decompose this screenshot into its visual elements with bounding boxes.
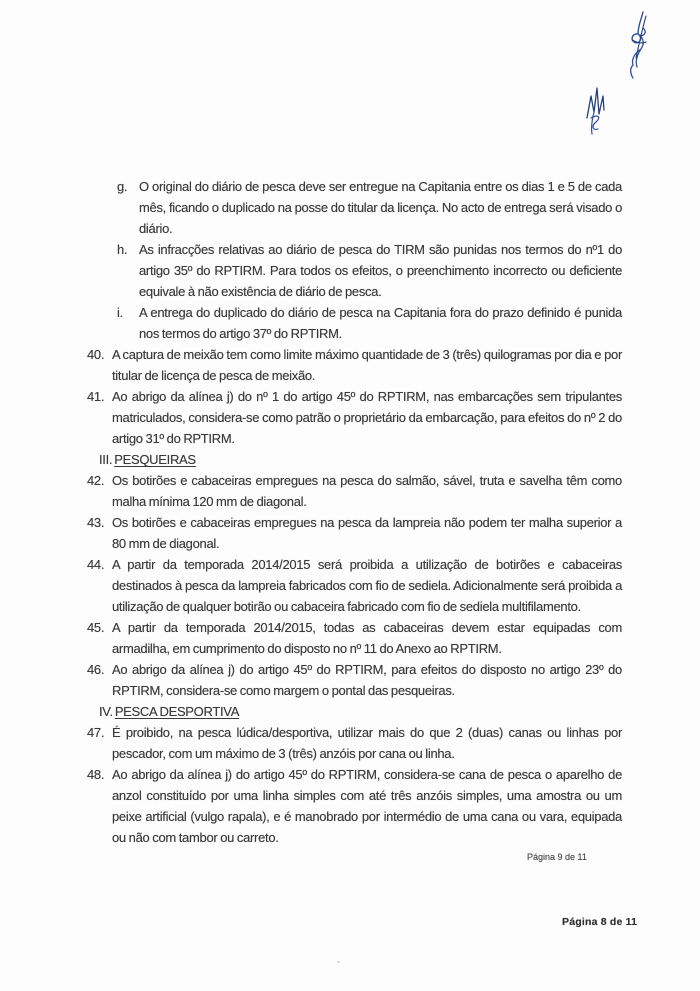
initials-stroke (591, 112, 599, 134)
item-46 (87, 659, 622, 701)
item-45 (87, 617, 622, 659)
item-47-text: É proibido, na pesca lúdica/desportiva, utilizar mais do que 2 (duas) canas ou linhas por pescador, com um máximo de 3 (três) anzóis por cana ou linha. (112, 725, 622, 761)
section-iv-numeral: IV. (99, 704, 113, 719)
item-44-label: 44. (87, 557, 105, 572)
section-heading-iv (99, 701, 622, 722)
item-42 (87, 470, 622, 512)
item-46-label: 46. (87, 662, 105, 677)
section-iii-numeral: III. (99, 452, 113, 467)
item-48 (87, 764, 622, 848)
item-43-label: 43. (87, 515, 105, 530)
item-40-label: 40. (87, 347, 105, 362)
item-43 (87, 512, 622, 554)
item-42-label: 42. (87, 473, 105, 488)
item-42-text: Os botirões e cabaceiras empregues na pesca do salmão, sável, truta e savelha têm como malha mínima 120 mm de diagonal. (112, 473, 622, 509)
item-47-label: 47. (87, 725, 105, 740)
section-iii-title: PESQUEIRAS (114, 452, 196, 467)
document-body (87, 176, 622, 848)
scan-speck (337, 961, 340, 963)
section-heading-iii (99, 449, 622, 470)
item-41-text: Ao abrigo da alínea j) do nº 1 do artigo 45º do RPTIRM, nas embarcações sem tripulantes matriculados, considera-se como patrão o proprietário da embarcação, para efeitos do nº 2 do artigo 31º do RPTIRM. (112, 389, 622, 446)
initials-lower-svg (582, 84, 612, 136)
initials-stroke (587, 88, 604, 118)
item-i-label: i. (117, 305, 123, 320)
item-41-label: 41. (87, 389, 105, 404)
item-h-label: h. (117, 242, 128, 257)
section-iv-title: PESCA DESPORTIVA (114, 704, 240, 719)
item-i (117, 302, 622, 344)
item-48-text: Ao abrigo da alínea j) do artigo 45º do RPTIRM, considera-se cana de pesca o aparelho de anzol constituído por uma linha simples com até três anzóis simples, uma amostra ou um peixe artificial (vulgo rapala), e é manobrado por intermédio de uma cana ou vara, equipada ou não com tambor ou carreto. (112, 767, 622, 845)
handwritten-initials-icon (620, 10, 654, 80)
item-45-text: A partir da temporada 2014/2015, todas as cabaceiras devem estar equipadas com armadilha, em cumprimento do disposto no nº 11 do Anexo ao RPTIRM. (112, 620, 622, 656)
item-46-text: Ao abrigo da alínea j) do artigo 45º do RPTIRM, para efeitos do disposto no artigo 23º do RPTIRM, considera-se como margem o pontal das pesqueiras. (112, 662, 622, 698)
item-40-text: A captura de meixão tem como limite máximo quantidade de 3 (três) quilogramas por dia e por titular de licença de pesca de meixão. (112, 347, 622, 383)
item-h (117, 239, 622, 302)
page-number: Página 8 de 11 (562, 916, 638, 928)
item-g (117, 176, 622, 239)
handwritten-initials-icon (582, 84, 612, 136)
item-48-label: 48. (87, 767, 105, 782)
item-44 (87, 554, 622, 617)
item-47 (87, 722, 622, 764)
item-g-label: g. (117, 179, 128, 194)
item-41 (87, 386, 622, 449)
item-44-text: A partir da temporada 2014/2015 será proibida a utilização de botirões e cabaceiras destinados à pesca da lampreia fabricados com fio de sediela. Adicionalmente será proibida a utilização de qualquer botirão ou cabaceira fabricado com fio de sediela multifilamento. (112, 557, 622, 614)
initials-upper-svg (620, 10, 654, 80)
item-43-text: Os botirões e cabaceiras empregues na pesca da lampreia não podem ter malha superior a 80 mm de diagonal. (112, 515, 622, 551)
item-40 (87, 344, 622, 386)
page-number-scanned: Página 9 de 11 (527, 852, 587, 862)
lettered-list (117, 176, 622, 344)
item-45-label: 45. (87, 620, 105, 635)
item-g-text: O original do diário de pesca deve ser entregue na Capitania entre os dias 1 e 5 de cada mês, ficando o duplicado na posse do titular da licença. No acto de entrega será visado o diário. (139, 179, 622, 236)
item-h-text: As infracções relativas ao diário de pesca do TIRM são punidas nos termos do nº1 do artigo 35º do RPTIRM. Para todos os efeitos, o preenchimento incorrecto ou deficiente equivale à não existência de diário de pesca. (139, 242, 622, 299)
item-i-text: A entrega do duplicado do diário de pesca na Capitania fora do prazo definido é punida nos termos do artigo 37º do RPTIRM. (139, 305, 622, 341)
